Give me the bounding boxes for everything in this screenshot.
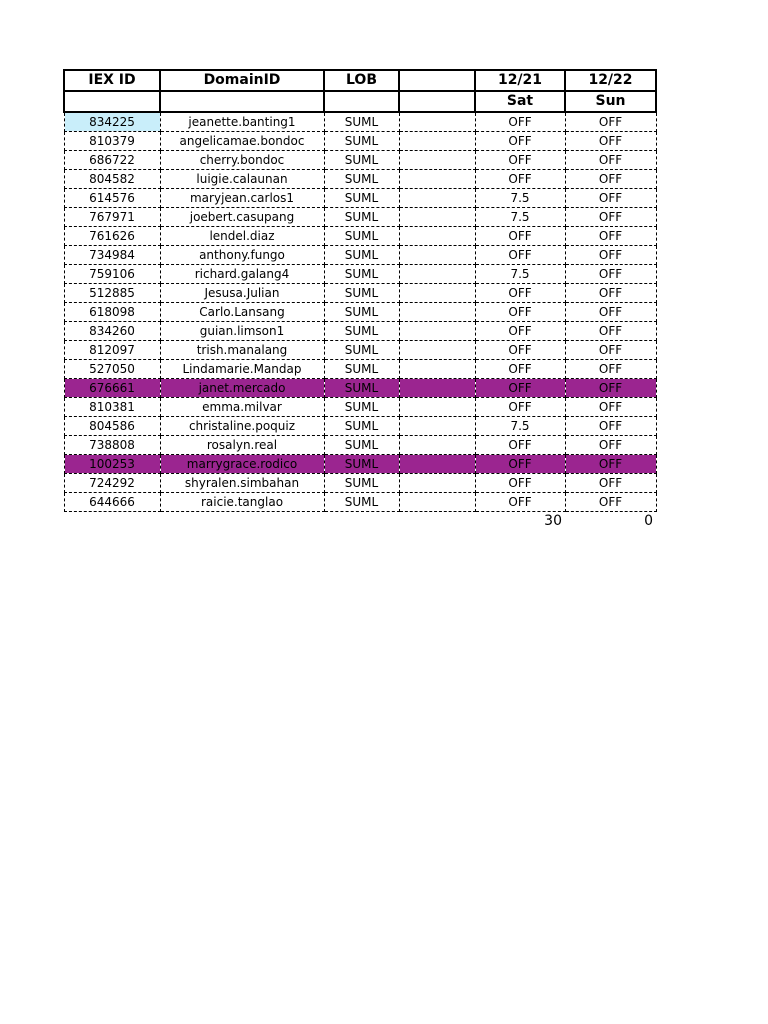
cell-lob[interactable]: SUML: [324, 227, 399, 246]
cell-lob[interactable]: SUML: [324, 132, 399, 151]
cell-sun[interactable]: OFF: [565, 151, 656, 170]
cell-domain-id[interactable]: rosalyn.real: [160, 436, 324, 455]
cell-lob[interactable]: SUML: [324, 322, 399, 341]
cell-blank[interactable]: [399, 284, 475, 303]
cell-domain-id[interactable]: luigie.calaunan: [160, 170, 324, 189]
cell-sat[interactable]: OFF: [475, 455, 565, 474]
cell-domain-id[interactable]: Lindamarie.Mandap: [160, 360, 324, 379]
cell-sat[interactable]: OFF: [475, 132, 565, 151]
cell-iex-id[interactable]: 834225: [64, 112, 160, 132]
cell-blank[interactable]: [399, 455, 475, 474]
cell-iex-id[interactable]: 614576: [64, 189, 160, 208]
header-blank-3: [324, 91, 399, 112]
cell-sun[interactable]: OFF: [565, 284, 656, 303]
cell-domain-id[interactable]: Carlo.Lansang: [160, 303, 324, 322]
schedule-sheet: [63, 69, 655, 531]
table-row: [64, 493, 656, 512]
cell-sun[interactable]: OFF: [565, 112, 656, 132]
cell-sat[interactable]: OFF: [475, 303, 565, 322]
cell-lob[interactable]: SUML: [324, 265, 399, 284]
cell-domain-id[interactable]: emma.milvar: [160, 398, 324, 417]
cell-iex-id[interactable]: 812097: [64, 341, 160, 360]
cell-iex-id[interactable]: 100253: [64, 455, 160, 474]
header-day-sun: Sun: [565, 91, 656, 112]
cell-blank[interactable]: [399, 112, 475, 132]
cell-iex-id[interactable]: 527050: [64, 360, 160, 379]
table-row: [64, 132, 656, 151]
cell-lob[interactable]: SUML: [324, 151, 399, 170]
cell-blank[interactable]: [399, 379, 475, 398]
cell-sun[interactable]: OFF: [565, 132, 656, 151]
cell-iex-id[interactable]: 686722: [64, 151, 160, 170]
cell-lob[interactable]: SUML: [324, 303, 399, 322]
cell-lob[interactable]: SUML: [324, 474, 399, 493]
cell-sat[interactable]: 7.5: [475, 265, 565, 284]
cell-lob[interactable]: SUML: [324, 493, 399, 512]
cell-sat[interactable]: OFF: [475, 379, 565, 398]
cell-sun[interactable]: OFF: [565, 493, 656, 512]
cell-domain-id[interactable]: richard.galang4: [160, 265, 324, 284]
cell-sun[interactable]: OFF: [565, 341, 656, 360]
cell-blank[interactable]: [399, 322, 475, 341]
cell-iex-id[interactable]: 810379: [64, 132, 160, 151]
cell-sat[interactable]: 7.5: [475, 208, 565, 227]
cell-lob[interactable]: SUML: [324, 284, 399, 303]
header-iex-id: IEX ID: [64, 70, 160, 91]
cell-iex-id[interactable]: 810381: [64, 398, 160, 417]
cell-sun[interactable]: OFF: [565, 322, 656, 341]
cell-domain-id[interactable]: cherry.bondoc: [160, 151, 324, 170]
table-row: [64, 151, 656, 170]
cell-domain-id[interactable]: lendel.diaz: [160, 227, 324, 246]
cell-lob[interactable]: SUML: [324, 170, 399, 189]
cell-lob[interactable]: SUML: [324, 341, 399, 360]
cell-domain-id[interactable]: jeanette.banting1: [160, 112, 324, 132]
cell-lob[interactable]: SUML: [324, 436, 399, 455]
cell-domain-id[interactable]: anthony.fungo: [160, 246, 324, 265]
cell-iex-id[interactable]: 644666: [64, 493, 160, 512]
table-row: [64, 436, 656, 455]
cell-blank[interactable]: [399, 360, 475, 379]
cell-sun[interactable]: OFF: [565, 474, 656, 493]
cell-blank[interactable]: [399, 398, 475, 417]
header-row-days: [64, 91, 656, 112]
cell-lob[interactable]: SUML: [324, 189, 399, 208]
cell-sat[interactable]: 7.5: [475, 417, 565, 436]
totals-row: [63, 512, 655, 531]
cell-blank[interactable]: [399, 303, 475, 322]
cell-sun[interactable]: OFF: [565, 227, 656, 246]
cell-domain-id[interactable]: guian.limson1: [160, 322, 324, 341]
cell-sun[interactable]: OFF: [565, 379, 656, 398]
cell-sat[interactable]: OFF: [475, 246, 565, 265]
table-row: [64, 284, 656, 303]
cell-sat[interactable]: OFF: [475, 151, 565, 170]
table-row: [64, 112, 656, 132]
cell-sun[interactable]: OFF: [565, 246, 656, 265]
cell-sat[interactable]: OFF: [475, 341, 565, 360]
cell-lob[interactable]: SUML: [324, 379, 399, 398]
cell-sat[interactable]: OFF: [475, 398, 565, 417]
cell-lob[interactable]: SUML: [324, 246, 399, 265]
cell-sun[interactable]: OFF: [565, 360, 656, 379]
cell-blank[interactable]: [399, 436, 475, 455]
cell-domain-id[interactable]: christaline.poquiz: [160, 417, 324, 436]
cell-lob[interactable]: SUML: [324, 398, 399, 417]
cell-iex-id[interactable]: 676661: [64, 379, 160, 398]
table-row: [64, 208, 656, 227]
cell-sat[interactable]: OFF: [475, 360, 565, 379]
table-row: [64, 417, 656, 436]
cell-sun[interactable]: OFF: [565, 398, 656, 417]
table-row: [64, 227, 656, 246]
header-blank: [399, 70, 475, 91]
table-row: [64, 360, 656, 379]
header-day-sat: Sat: [475, 91, 565, 112]
cell-domain-id[interactable]: raicie.tanglao: [160, 493, 324, 512]
table-row: [64, 246, 656, 265]
table-row: [64, 265, 656, 284]
cell-sat[interactable]: OFF: [475, 322, 565, 341]
cell-sun[interactable]: OFF: [565, 455, 656, 474]
cell-sun[interactable]: OFF: [565, 436, 656, 455]
cell-blank[interactable]: [399, 227, 475, 246]
cell-sat[interactable]: OFF: [475, 227, 565, 246]
cell-sun[interactable]: OFF: [565, 189, 656, 208]
cell-blank[interactable]: [399, 417, 475, 436]
schedule-table: [63, 69, 657, 512]
cell-domain-id[interactable]: janet.mercado: [160, 379, 324, 398]
table-row: [64, 398, 656, 417]
cell-iex-id[interactable]: 834260: [64, 322, 160, 341]
header-row-dates: [64, 70, 656, 91]
cell-sun[interactable]: OFF: [565, 208, 656, 227]
cell-domain-id[interactable]: joebert.casupang: [160, 208, 324, 227]
cell-iex-id[interactable]: 512885: [64, 284, 160, 303]
cell-sat[interactable]: OFF: [475, 436, 565, 455]
cell-iex-id[interactable]: 804582: [64, 170, 160, 189]
header-domain-id: DomainID: [160, 70, 324, 91]
cell-sun[interactable]: OFF: [565, 170, 656, 189]
header-blank-2: [160, 91, 324, 112]
cell-domain-id[interactable]: trish.manalang: [160, 341, 324, 360]
cell-iex-id[interactable]: 724292: [64, 474, 160, 493]
cell-sat[interactable]: OFF: [475, 493, 565, 512]
cell-blank[interactable]: [399, 341, 475, 360]
cell-domain-id[interactable]: maryjean.carlos1: [160, 189, 324, 208]
cell-lob[interactable]: SUML: [324, 360, 399, 379]
cell-sun[interactable]: OFF: [565, 417, 656, 436]
total-sun: 0: [644, 513, 653, 529]
table-row: [64, 341, 656, 360]
header-blank-1: [64, 91, 160, 112]
cell-sun[interactable]: OFF: [565, 303, 656, 322]
cell-domain-id[interactable]: shyralen.simbahan: [160, 474, 324, 493]
cell-blank[interactable]: [399, 170, 475, 189]
cell-iex-id[interactable]: 767971: [64, 208, 160, 227]
cell-blank[interactable]: [399, 246, 475, 265]
table-row: [64, 303, 656, 322]
cell-iex-id[interactable]: 618098: [64, 303, 160, 322]
cell-iex-id[interactable]: 738808: [64, 436, 160, 455]
cell-sat[interactable]: 7.5: [475, 189, 565, 208]
table-row: [64, 170, 656, 189]
table-row: [64, 189, 656, 208]
cell-blank[interactable]: [399, 151, 475, 170]
cell-lob[interactable]: SUML: [324, 455, 399, 474]
table-row: [64, 455, 656, 474]
cell-iex-id[interactable]: 759106: [64, 265, 160, 284]
cell-iex-id[interactable]: 804586: [64, 417, 160, 436]
header-date-sun: 12/22: [565, 70, 656, 91]
cell-blank[interactable]: [399, 189, 475, 208]
cell-blank[interactable]: [399, 208, 475, 227]
cell-domain-id[interactable]: Jesusa.Julian: [160, 284, 324, 303]
cell-iex-id[interactable]: 761626: [64, 227, 160, 246]
cell-lob[interactable]: SUML: [324, 112, 399, 132]
cell-blank[interactable]: [399, 132, 475, 151]
cell-iex-id[interactable]: 734984: [64, 246, 160, 265]
cell-domain-id[interactable]: marrygrace.rodico: [160, 455, 324, 474]
cell-blank[interactable]: [399, 493, 475, 512]
cell-sat[interactable]: OFF: [475, 474, 565, 493]
table-row: [64, 322, 656, 341]
table-row: [64, 379, 656, 398]
cell-sat[interactable]: OFF: [475, 170, 565, 189]
header-date-sat: 12/21: [475, 70, 565, 91]
cell-blank[interactable]: [399, 474, 475, 493]
header-lob: LOB: [324, 70, 399, 91]
cell-lob[interactable]: SUML: [324, 208, 399, 227]
cell-blank[interactable]: [399, 265, 475, 284]
total-sat: 30: [544, 513, 562, 529]
cell-domain-id[interactable]: angelicamae.bondoc: [160, 132, 324, 151]
header-blank-4: [399, 91, 475, 112]
cell-lob[interactable]: SUML: [324, 417, 399, 436]
cell-sun[interactable]: OFF: [565, 265, 656, 284]
table-row: [64, 474, 656, 493]
cell-sat[interactable]: OFF: [475, 284, 565, 303]
cell-sat[interactable]: OFF: [475, 112, 565, 132]
